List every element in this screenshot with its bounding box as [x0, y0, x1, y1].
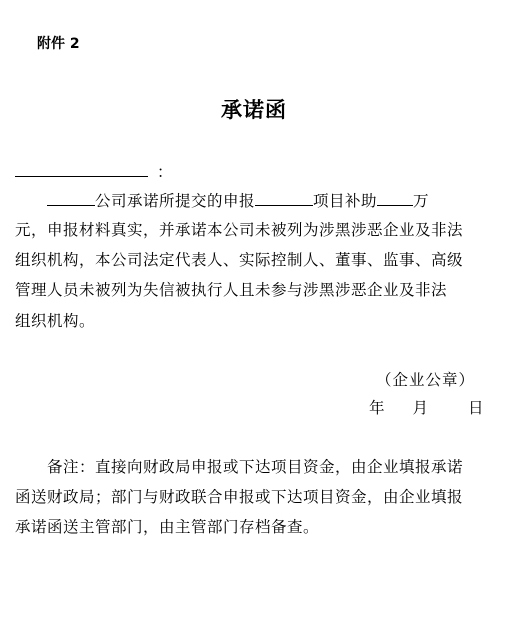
note-line-1: 备注：直接向财政局申报或下达项目资金，由企业填报承诺 — [47, 458, 464, 476]
date-line — [369, 396, 484, 418]
addressee-blank — [15, 161, 148, 177]
commitment-line-5: 组织机构。 — [15, 312, 96, 330]
addressee-colon: ： — [157, 163, 174, 181]
project-blank — [255, 190, 313, 206]
date-month: 月 — [412, 399, 429, 417]
commitment-line-1 — [47, 189, 429, 211]
commitment-text-b: 项目补助 — [313, 192, 378, 210]
commitment-text-c: 万 — [413, 192, 430, 210]
commitment-text-a: 公司承诺所提交的申报 — [95, 192, 256, 210]
commitment-line-2: 元，申报材料真实，并承诺本公司未被列为涉黑涉恶企业及非法 — [15, 221, 464, 239]
amount-blank — [377, 190, 413, 206]
commitment-line-3: 组织机构，本公司法定代表人、实际控制人、董事、监事、高级 — [15, 251, 464, 269]
date-day: 日 — [468, 399, 484, 417]
attachment-label: 附件 2 — [37, 36, 80, 52]
note-line-3: 承诺函送主管部门，由主管部门存档备查。 — [15, 518, 320, 536]
commitment-line-4: 管理人员未被列为失信被执行人且未参与涉黑涉恶企业及非法 — [15, 281, 448, 299]
company-seal-label: （企业公章） — [376, 371, 476, 389]
note-line-2: 函送财政局；部门与财政联合申报或下达项目资金，由企业填报 — [15, 488, 464, 506]
addressee-line — [15, 160, 173, 182]
document-title: 承诺函 — [221, 98, 287, 122]
company-blank — [47, 190, 95, 206]
date-year: 年 — [369, 399, 385, 417]
